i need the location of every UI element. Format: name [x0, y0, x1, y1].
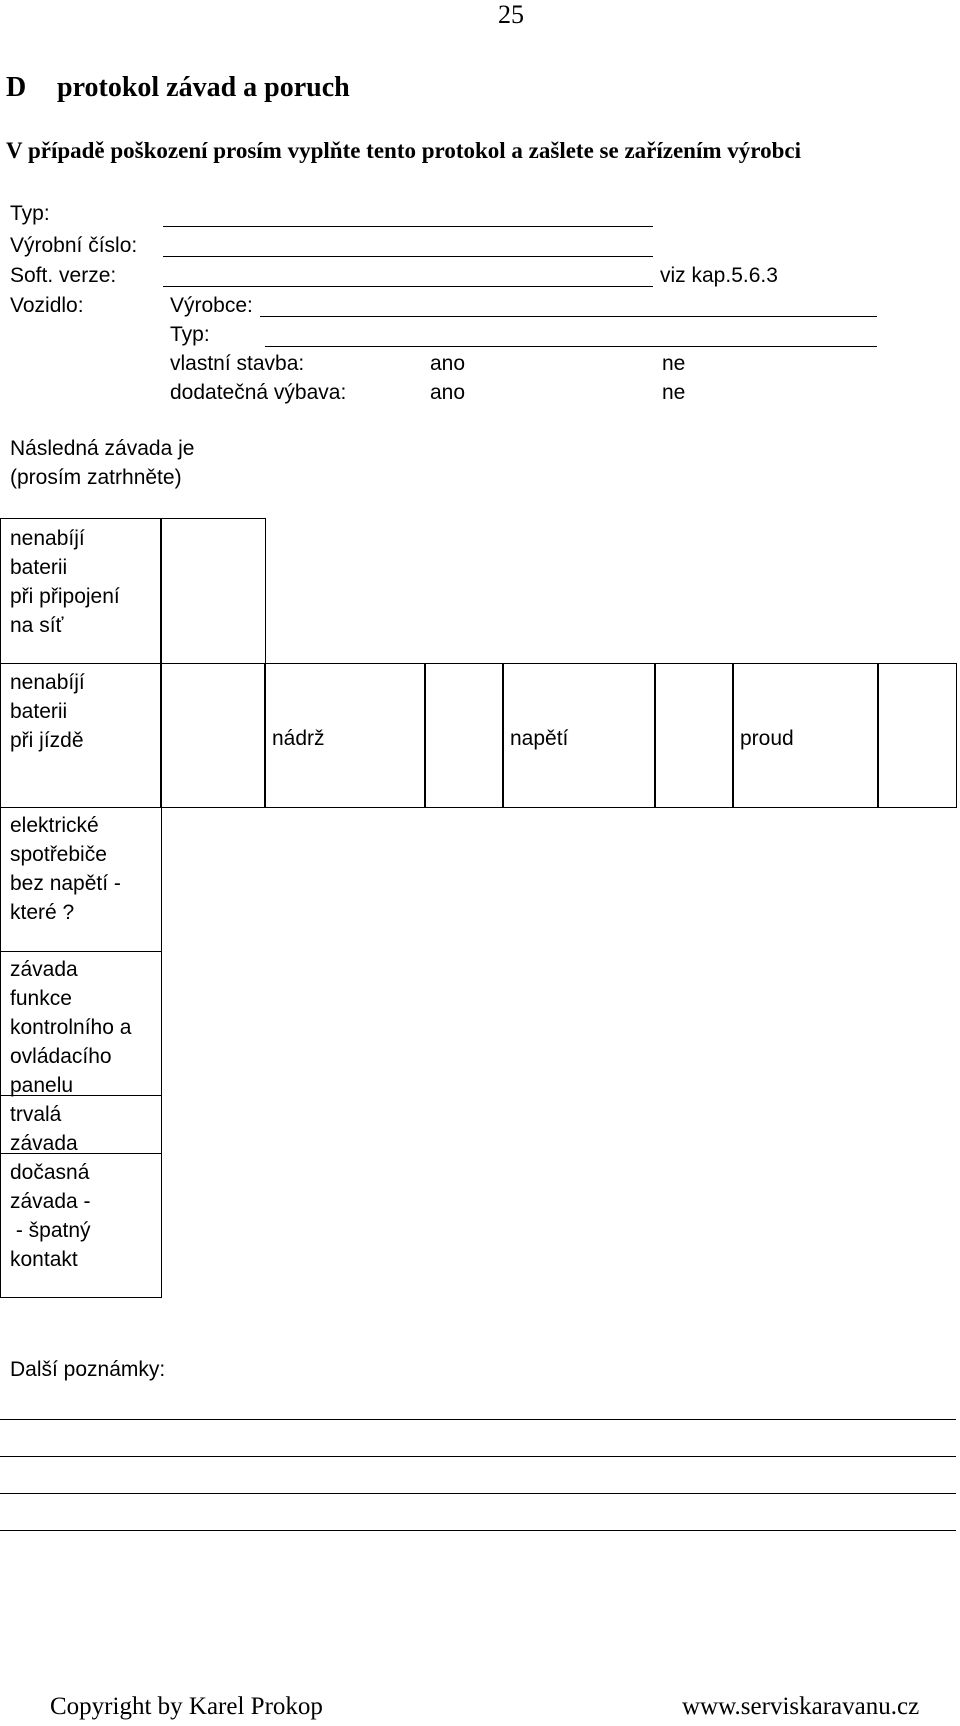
own-build-label: vlastní stavba:: [170, 352, 305, 375]
option-current-label: proud: [740, 727, 794, 750]
row-panel-line1: závada: [10, 958, 78, 981]
section-letter: D: [6, 72, 27, 103]
row-temporary-line3: - špatný: [10, 1219, 91, 1242]
retrofit-yes[interactable]: ano: [430, 381, 466, 404]
row-panel-line2: funkce: [10, 987, 72, 1010]
vehicle-type-field[interactable]: [265, 346, 877, 347]
row-permanent-line1: trvalá: [10, 1103, 62, 1126]
row-permanent-line2: závada: [10, 1132, 78, 1155]
row-panel-line3: kontrolního a: [10, 1016, 132, 1039]
soft-version-label: Soft. verze:: [10, 264, 117, 287]
row-charging-mains-line3: při připojení: [10, 585, 120, 608]
vehicle-label: Vozidlo:: [10, 294, 84, 317]
row-charging-driving-line3: při jízdě: [10, 729, 84, 752]
notes-line-1[interactable]: [0, 1419, 956, 1420]
row-divider: [0, 663, 162, 664]
row-panel-line4: ovládacího: [10, 1045, 112, 1068]
manufacturer-field[interactable]: [260, 316, 877, 317]
page-number: 25: [498, 0, 524, 29]
manufacturer-label: Výrobce:: [170, 294, 253, 317]
retrofit-no[interactable]: ne: [662, 381, 686, 404]
option-tank-label: nádrž: [272, 727, 325, 750]
row-charging-mains-line1: nenabíjí: [10, 527, 85, 550]
typ-field[interactable]: [163, 226, 653, 227]
fault-intro-line2: (prosím zatrhněte): [10, 466, 182, 489]
notes-label: Další poznámky:: [10, 1358, 166, 1381]
row-appliances-line4: které ?: [10, 901, 75, 924]
own-build-yes[interactable]: ano: [430, 352, 466, 375]
checkbox-charging-driving[interactable]: [160, 663, 266, 808]
soft-version-reference: viz kap.5.6.3: [660, 264, 778, 287]
checkbox-charging-mains[interactable]: [160, 518, 266, 664]
row-charging-driving-line2: baterii: [10, 700, 68, 723]
option-voltage-label: napětí: [510, 727, 569, 750]
row-appliances-line3: bez napětí -: [10, 872, 121, 895]
row-temporary-line2: závada -: [10, 1190, 91, 1213]
notes-line-2[interactable]: [0, 1456, 956, 1457]
row-panel-line5: panelu: [10, 1074, 74, 1097]
row-divider: [0, 1095, 162, 1096]
page-title: protokol závad a poruch: [57, 72, 350, 103]
fault-intro-line1: Následná závada je: [10, 437, 195, 460]
row-appliances-line2: spotřebiče: [10, 843, 107, 866]
row-charging-mains-line2: baterii: [10, 556, 68, 579]
row-charging-mains-line4: na síť: [10, 614, 64, 637]
retrofit-label: dodatečná výbava:: [170, 381, 347, 404]
serial-number-label: Výrobní číslo:: [10, 234, 138, 257]
serial-number-field[interactable]: [163, 256, 653, 257]
row-charging-driving-line1: nenabíjí: [10, 671, 85, 694]
checkbox-current[interactable]: [877, 663, 957, 808]
typ-label: Typ:: [10, 202, 50, 225]
footer-website[interactable]: www.serviskaravanu.cz: [682, 1693, 920, 1720]
soft-version-field[interactable]: [163, 286, 653, 287]
own-build-no[interactable]: ne: [662, 352, 686, 375]
row-appliances-line1: elektrické: [10, 814, 99, 837]
notes-line-4[interactable]: [0, 1530, 956, 1531]
footer-copyright: Copyright by Karel Prokop: [50, 1693, 323, 1720]
row-divider: [0, 951, 162, 952]
row-divider: [0, 807, 162, 808]
row-divider: [0, 1153, 162, 1154]
checkbox-tank[interactable]: [424, 663, 504, 808]
vehicle-type-label: Typ:: [170, 323, 210, 346]
checkbox-voltage[interactable]: [654, 663, 734, 808]
row-temporary-line1: dočasná: [10, 1161, 90, 1184]
row-temporary-line4: kontakt: [10, 1248, 78, 1271]
instruction-text: V případě poškození prosím vyplňte tento protokol a zašlete se zařízením výrobci: [6, 138, 801, 163]
notes-line-3[interactable]: [0, 1493, 956, 1494]
